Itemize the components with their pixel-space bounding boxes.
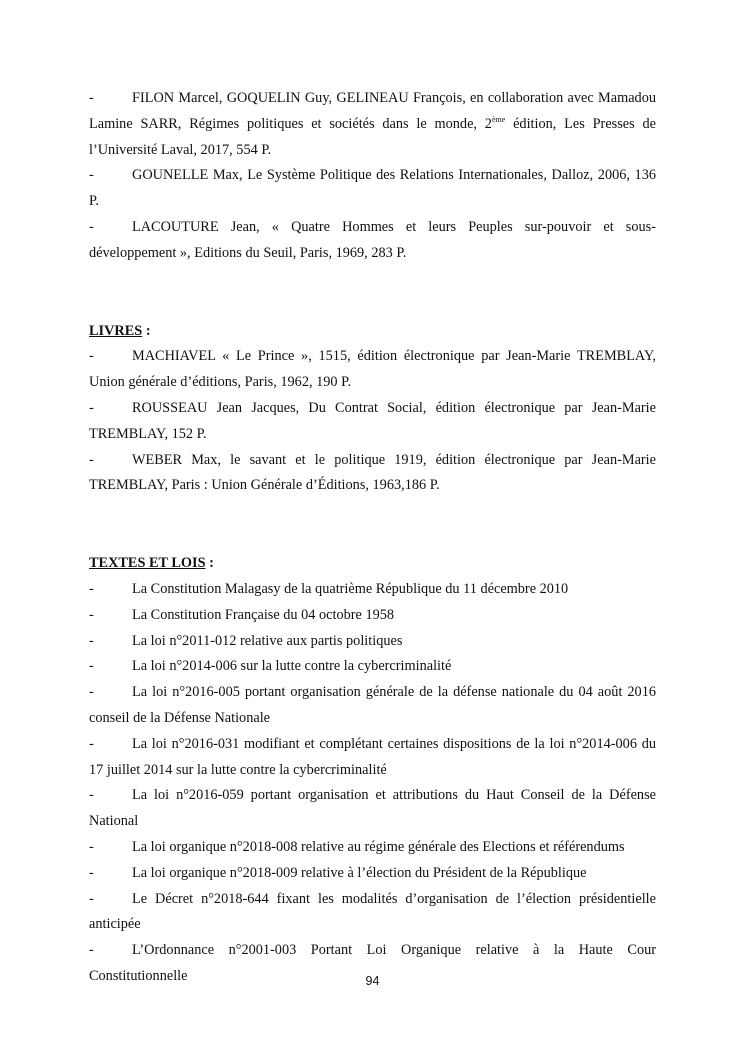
list-item: - La loi organique n°2018-008 relative au régime générale des Elections et référendums (89, 835, 656, 861)
list-item: - Le Décret n°2018-644 fixant les modalités d’organisation de l’élection présidentielle anticipée (89, 887, 656, 939)
bullet-dash: - (89, 735, 94, 752)
bullet-dash: - (89, 348, 94, 365)
bullet-dash: - (89, 684, 94, 701)
bullet-dash: - (89, 787, 94, 804)
bullet-dash: - (89, 890, 94, 907)
list-item: - ROUSSEAU Jean Jacques, Du Contrat Social, édition électronique par Jean-Marie TREMBLAY, 152 P. (89, 396, 656, 448)
list-item: - WEBER Max, le savant et le politique 1919, édition électronique par Jean-Marie TREMBLAY, Paris : Union Générale d’Éditions, 1963,186 P. (89, 448, 656, 500)
section-gap (89, 267, 656, 319)
bullet-dash: - (89, 580, 94, 597)
page-number: 94 (365, 974, 380, 988)
section-gap (89, 499, 656, 551)
list-item: - FILON Marcel, GOQUELIN Guy, GELINEAU François, en collaboration avec Mamadou Lamine SARR, Régimes politiques et sociétés dans le monde, 2ème édition, Les Presses de l’Université Laval, 2017, 554 P. (89, 86, 656, 163)
list-item: - La loi organique n°2018-009 relative à l’élection du Président de la République (89, 861, 656, 887)
list-item: - La loi n°2011-012 relative aux partis politiques (89, 629, 656, 655)
list-item: - LACOUTURE Jean, « Quatre Hommes et leurs Peuples sur-pouvoir et sous-développement », Editions du Seuil, Paris, 1969, 283 P. (89, 215, 656, 267)
list-item: - La loi n°2016-059 portant organisation et attributions du Haut Conseil de la Défense National (89, 783, 656, 835)
list-item: - La loi n°2016-005 portant organisation générale de la défense nationale du 04 août 2016 conseil de la Défense Nationale (89, 680, 656, 732)
bullet-dash: - (89, 864, 94, 881)
bullet-dash: - (89, 658, 94, 675)
list-item: - La loi n°2014-006 sur la lutte contre la cybercriminalité (89, 654, 656, 680)
bullet-dash: - (89, 90, 94, 106)
bullet-dash: - (89, 218, 94, 235)
bullet-dash: - (89, 838, 94, 855)
section-heading: TEXTES ET LOIS : (89, 555, 214, 572)
list-item: - La Constitution Malagasy de la quatrième République du 11 décembre 2010 (89, 577, 656, 603)
list-item: - La Constitution Française du 04 octobre 1958 (89, 603, 656, 629)
section-textes-et-lois (89, 551, 656, 990)
bullet-dash: - (89, 606, 94, 623)
page-content (89, 86, 656, 990)
section-heading: LIVRES : (89, 322, 151, 339)
bullet-dash: - (89, 167, 94, 184)
bullet-dash: - (89, 399, 94, 416)
bullet-dash: - (89, 632, 94, 649)
bullet-dash: - (89, 451, 94, 468)
reference-list-top (89, 86, 656, 267)
superscript: ème (491, 114, 506, 124)
list-item: - La loi n°2016-031 modifiant et complétant certaines dispositions de la loi n°2014-006 du 17 juillet 2014 sur la lutte contre la cybercriminalité (89, 732, 656, 784)
list-item: - GOUNELLE Max, Le Système Politique des Relations Internationales, Dalloz, 2006, 136 P. (89, 163, 656, 215)
bullet-dash: - (89, 942, 94, 959)
list-item: - L’Ordonnance n°2001-003 Portant Loi Organique relative à la Haute Cour Constitutionnelle (89, 938, 656, 990)
section-livres (89, 319, 656, 500)
list-item: - MACHIAVEL « Le Prince », 1515, édition électronique par Jean-Marie TREMBLAY, Union générale d’éditions, Paris, 1962, 190 P. (89, 344, 656, 396)
